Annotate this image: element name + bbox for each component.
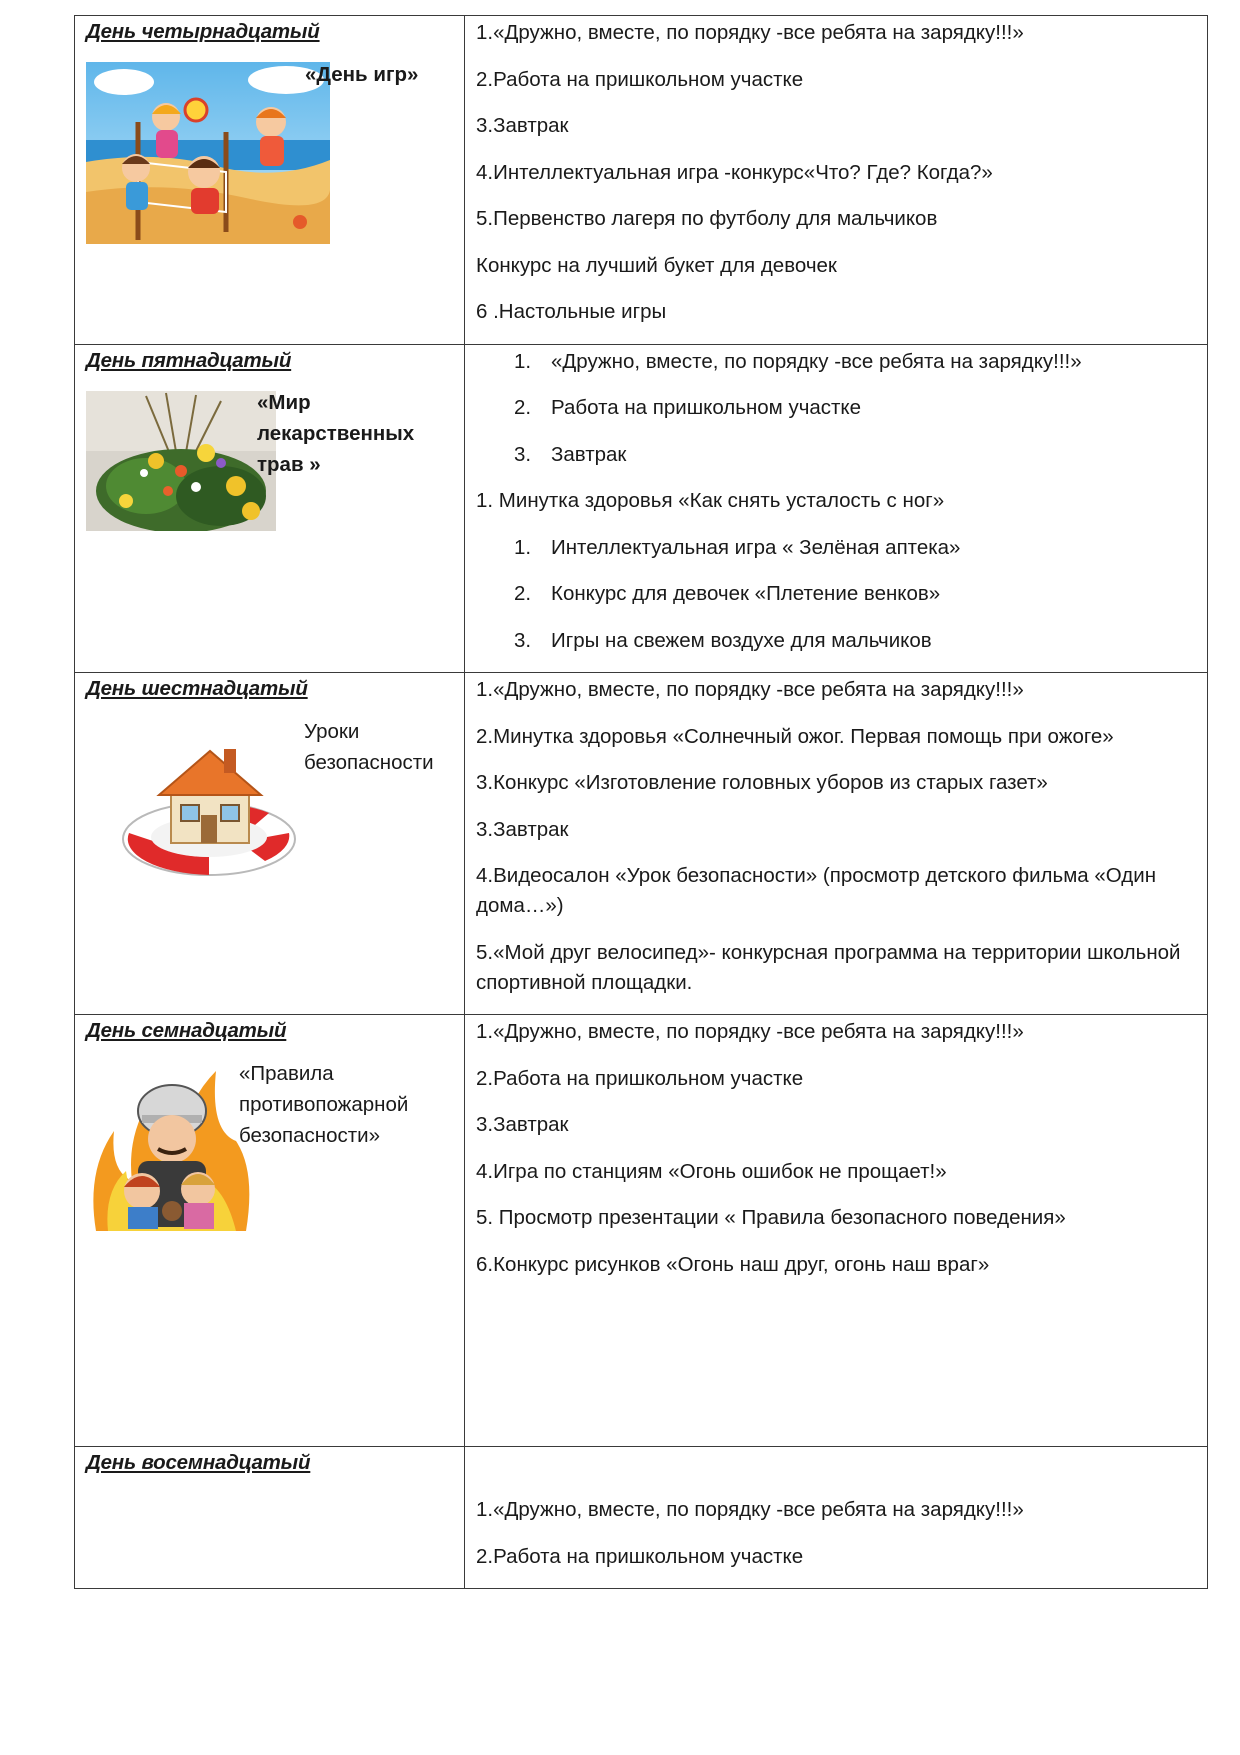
list-item: 1. Минутка здоровья «Как снять усталость с ног» [476, 489, 945, 512]
day-cell [75, 1447, 465, 1589]
day-title: День четырнадцатый [86, 20, 320, 43]
children-beach-image [86, 62, 330, 244]
list-item: 2. Конкурс для девочек «Плетение венков» [514, 582, 941, 605]
list-item: 1. «Дружно, вместе, по порядку -все ребята на зарядку!!!» [514, 349, 1082, 373]
table-row [75, 1447, 1208, 1589]
list-item: 2.Работа на пришкольном участке [476, 67, 804, 91]
activities-cell [465, 1015, 1208, 1447]
list-item: 1.«Дружно, вместе, по порядку -все ребята на зарядку!!!» [476, 1498, 1024, 1521]
day-cell [75, 16, 465, 345]
activities-cell [465, 673, 1208, 1015]
list-item: 2.Работа на пришкольном участке [476, 1066, 804, 1090]
herb-bouquet-image [86, 391, 276, 531]
activities-cell [465, 344, 1208, 673]
list-item: 2. Работа на пришкольном участке [514, 396, 862, 419]
day-title: День шестнадцатый [86, 677, 308, 700]
day-cell [75, 1015, 465, 1447]
list-item: 6.Конкурс рисунков «Огонь наш друг, огонь наш враг» [476, 1252, 990, 1276]
list-item: 3.Завтрак [476, 1113, 569, 1136]
day-theme: Уроки безопасности [304, 720, 434, 774]
day-title: День семнадцатый [86, 1019, 287, 1042]
list-item: 2.Минутка здоровья «Солнечный ожог. Первая помощь при ожоге» [476, 724, 1114, 748]
list-item: 3.Завтрак [476, 114, 569, 137]
list-item: 4.Игра по станциям «Огонь ошибок не прощает!» [476, 1159, 947, 1183]
day-cell [75, 673, 465, 1015]
list-item: 1.«Дружно, вместе, по порядку -все ребята на зарядку!!!» [476, 678, 1024, 701]
list-item: 3.Конкурс «Изготовление головных уборов из старых газет» [476, 771, 1048, 794]
list-item: Конкурс на лучший букет для девочек [476, 253, 837, 277]
day-title: День пятнадцатый [86, 348, 292, 372]
day-theme: «Правила противопожарной безопасности» [239, 1062, 409, 1147]
day-title: День восемнадцатый [86, 1451, 311, 1474]
day-theme: «День игр» [305, 63, 419, 86]
schedule-table [74, 15, 1208, 1589]
activities-cell [465, 16, 1208, 345]
list-item: 5. Просмотр презентации « Правила безопасного поведения» [476, 1206, 1066, 1229]
list-item: 3.Завтрак [476, 817, 569, 841]
activities-cell [465, 1447, 1208, 1589]
table-row [75, 673, 1208, 1015]
list-item: 2.Работа на пришкольном участке [476, 1544, 804, 1568]
list-item: 5.Первенство лагеря по футболу для мальчиков [476, 207, 938, 230]
list-item: 3. Игры на свежем воздухе для мальчиков [514, 628, 932, 652]
list-item: 1.«Дружно, вместе, по порядку -все ребята на зарядку!!!» [476, 1020, 1024, 1043]
table-row [75, 344, 1208, 673]
firefighter-image [86, 1061, 258, 1233]
list-item: 5.«Мой друг велосипед»- конкурсная программа на территории школьной спортивной площадки. [476, 940, 1181, 994]
list-item: 4.Интеллектуальная игра -конкурс«Что? Где? Когда?» [476, 160, 993, 184]
day-theme: «Мир лекарственных трав » [257, 390, 415, 476]
day-cell [75, 344, 465, 673]
table-row [75, 1015, 1208, 1447]
list-item: 6 .Настольные игры [476, 300, 667, 323]
table-row [75, 16, 1208, 345]
house-lifebuoy-image [89, 721, 319, 896]
list-item: 1. Интеллектуальная игра « Зелёная аптека» [514, 535, 961, 559]
list-item: 4.Видеосалон «Урок безопасности» (просмотр детского фильма «Один дома…») [476, 864, 1157, 917]
list-item: 3. Завтрак [514, 442, 627, 466]
list-item: 1.«Дружно, вместе, по порядку -все ребята на зарядку!!!» [476, 21, 1024, 44]
